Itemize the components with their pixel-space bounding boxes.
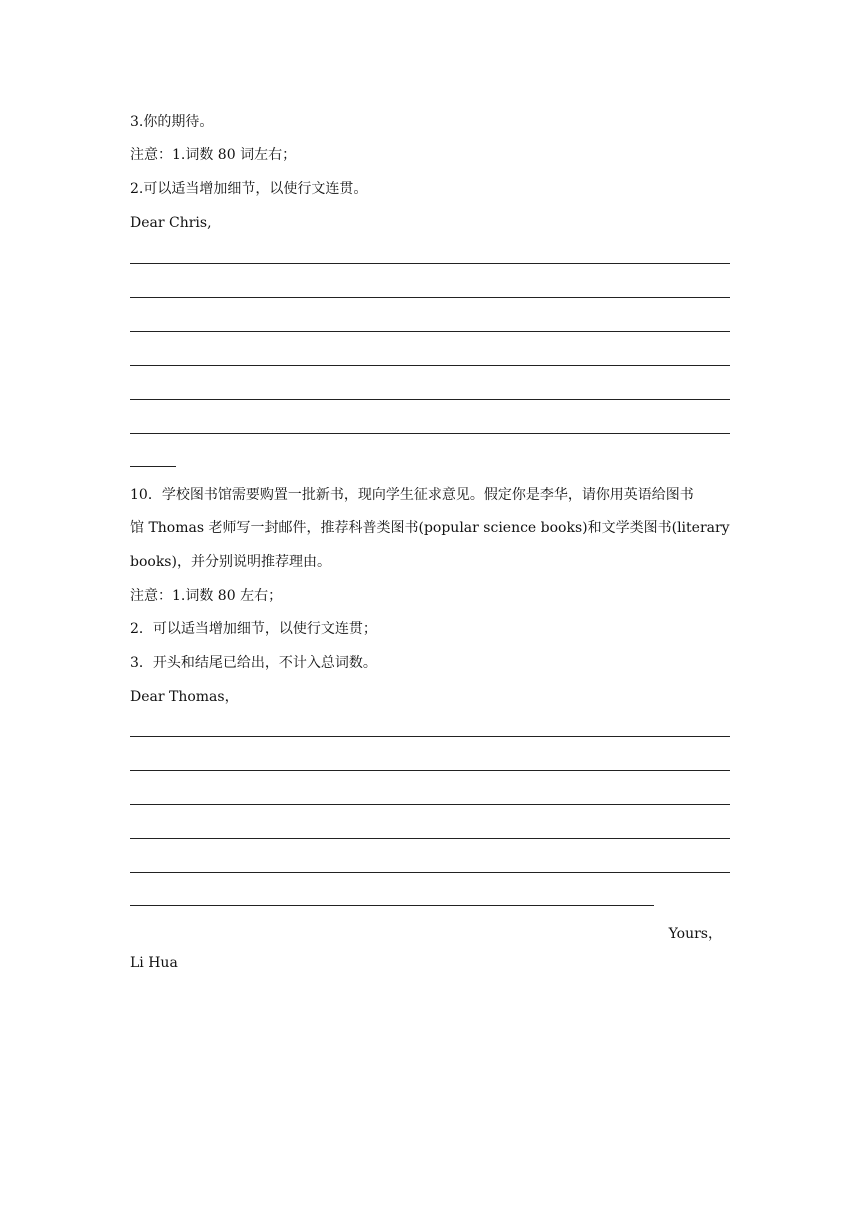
note-word-count: 注意：1.词数 80 词左右； [130,147,297,163]
salutation-thomas: Dear Thomas， [130,689,239,705]
answer-line-13 [130,905,654,906]
note-opening-closing: 3．开头和结尾已给出，不计入总词数。 [130,655,377,671]
answer-line-3 [130,331,730,332]
answer-line-8 [130,736,730,737]
closing-yours: Yours， [668,926,722,942]
answer-line-9 [130,770,730,771]
note-details-2: 2．可以适当增加细节，以使行文连贯； [130,621,377,637]
point-3-text: 3.你的期待。 [130,114,214,130]
note-word-count-2: 注意：1.词数 80 左右； [130,588,283,604]
question-10-line-3: books)，并分别说明推荐理由。 [130,554,331,570]
answer-line-1 [130,263,730,264]
question-10-line-1: 10．学校图书馆需要购置一批新书，现向学生征求意见。假定你是李华，请你用英语给图书 [130,487,694,503]
answer-line-10 [130,804,730,805]
answer-line-4 [130,365,730,366]
answer-line-11 [130,838,730,839]
answer-line-6 [130,433,730,434]
signature-li-hua: Li Hua [130,955,178,971]
answer-line-2 [130,297,730,298]
question-10-line-2: 馆 Thomas 老师写一封邮件，推荐科普类图书(popular science books)和文学类图书(literary [130,520,730,536]
answer-line-5 [130,399,730,400]
answer-line-12 [130,872,730,873]
note-details: 2.可以适当增加细节，以使行文连贯。 [130,181,368,197]
answer-line-7 [130,466,176,467]
salutation-chris: Dear Chris, [130,215,212,231]
